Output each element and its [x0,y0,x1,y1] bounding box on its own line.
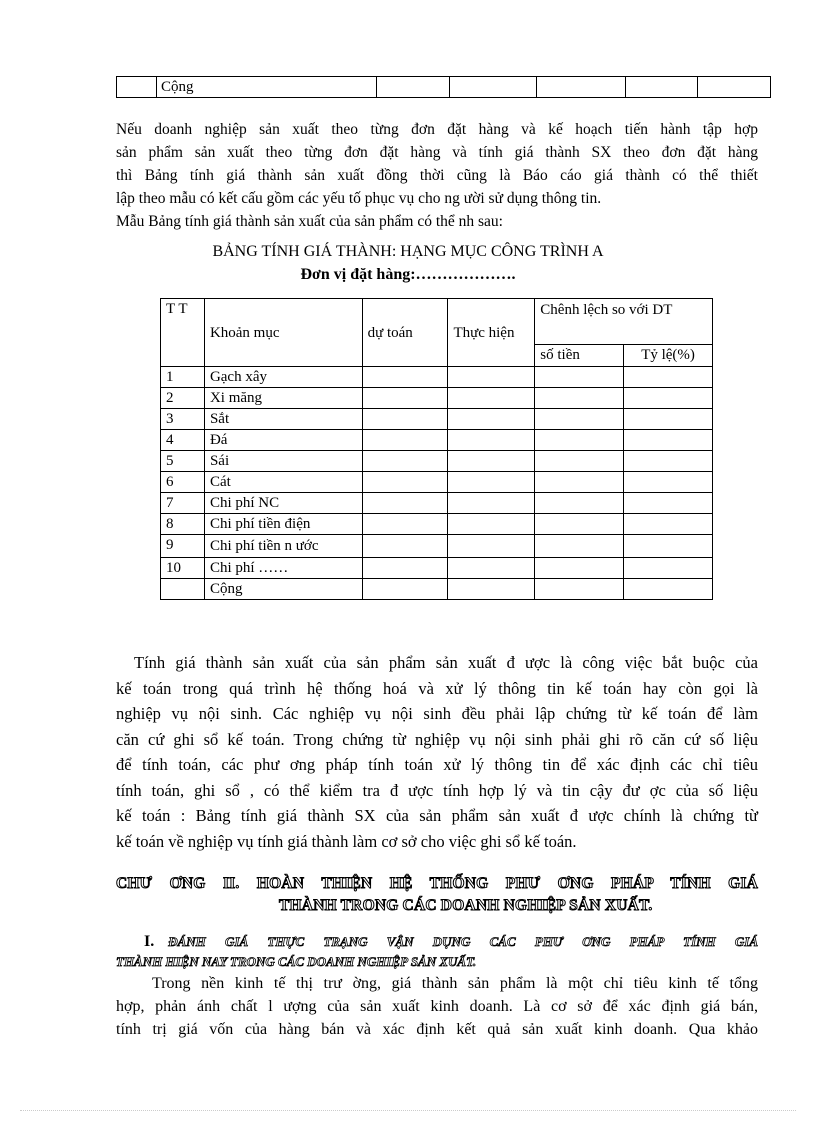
intro-paragraph [116,118,758,233]
text-line: để tính toán, các phư ơng pháp tính toán xử lý thông tin để xác định các chỉ tiêu [116,755,758,774]
table-title: BẢNG TÍNH GIÁ THÀNH: HẠNG MỤC CÔNG TRÌNH A [212,243,604,260]
row-number: 4 [161,430,205,451]
row-number: 8 [161,514,205,535]
table-row [161,558,713,579]
table-cell [537,77,626,97]
table-row [161,535,713,558]
text-line: hợp, phản ánh chất l ượng của sản xuất kinh doanh. Là cơ sở để xác định giá bán, [116,998,758,1015]
table-cell [450,77,537,97]
table-row [161,493,713,514]
table-row [161,472,713,493]
table-row [161,451,713,472]
row-number [161,579,205,600]
row-item: Sắt [204,409,362,430]
row-item: Chi phí NC [204,493,362,514]
row-number: 7 [161,493,205,514]
section-line-2: THÀNH HIỆN NAY TRONG CÁC DOANH NGHIỆP SẢN XUẤT. [116,954,477,969]
text-line: tính trị giá vốn của hàng bán và xác định kết quả sản xuất kinh doanh. Qua khảo [116,1021,758,1038]
text-line: kế toán về nghiệp vụ tính giá thành làm cơ sở cho việc ghi sổ kế toán. [116,831,577,851]
row-number: 5 [161,451,205,472]
chapter-heading [116,873,758,917]
row-number: 3 [161,409,205,430]
cost-table [160,298,713,600]
chapter-line-2: THÀNH TRONG CÁC DOANH NGHIỆP SẢN XUẤT. [279,897,653,914]
header-diff: Chênh lệch so với DT [535,299,713,345]
table-cell [698,77,770,97]
closing-paragraph [116,972,758,1041]
table-row [161,579,713,600]
row-number: 2 [161,388,205,409]
header-item: Khoản mục [204,299,362,367]
section-heading [116,932,758,972]
text-line: nghiệp vụ nội sinh. Các nghiệp vụ nội sinh đều phải lập chứng từ kế toán để làm [116,704,758,723]
text-line: Trong nền kinh tế thị trư ờng, giá thành sản phẩm là một chỉ tiêu kinh tế tổng [152,975,758,992]
text-line: căn cứ ghi sổ kế toán. Trong chứng từ nghiệp vụ nội sinh phải ghi rõ căn cứ số liệu [116,729,758,749]
text-line: kế toán trong quá trình hệ thống hoá và xử lý thông tin kế toán hay còn gọi là [116,678,758,698]
header-actual: Thực hiện [448,299,535,367]
row-item: Xi măng [204,388,362,409]
row-item: Cộng [204,579,362,600]
header-estimate: dự toán [362,299,448,367]
table-cell [377,77,450,97]
table-row [161,367,713,388]
section-line-1: ĐÁNH GIÁ THỰC TRẠNG VẬN DỤNG CÁC PHƯ ƠNG PHÁP TÍNH GIÁ [168,934,758,949]
header-ratio: Tỷ lệ(%) [624,345,713,367]
table-row [161,430,713,451]
text-line: lập theo mẫu có kết cấu gồm các yếu tố phục vụ cho ng ười sử dụng thông tin. [116,190,602,207]
text-line: kế toán : Bảng tính giá thành SX của sản phẩm sản xuất đ ược chính là chứng từ [116,806,758,825]
row-item: Chi phí tiền điện [204,514,362,535]
row-item: Đá [204,430,362,451]
body-paragraph [116,650,758,854]
page-bottom-divider [20,1110,796,1111]
section-number: I. [144,933,155,950]
table-cell [626,77,698,97]
table-row [161,409,713,430]
total-label: Cộng [157,77,377,97]
row-item: Cát [204,472,362,493]
text-line: Tính giá thành sản xuất của sản phẩm sản xuất đ ược là công việc bắt buộc của [134,653,758,672]
text-line: Mẫu Bảng tính giá thành sản xuất của sản phẩm có thể nh sau: [116,213,503,230]
row-item: Sái [204,451,362,472]
row-number: 10 [161,558,205,579]
table-row [161,514,713,535]
row-number: 1 [161,367,205,388]
text-line: tính toán, ghi sổ , có thể kiểm tra đ ược tính hợp lý và tin cậy đư ợc của số liệu [116,780,758,800]
row-number: 6 [161,472,205,493]
row-item: Chi phí tiền n ước [204,535,362,558]
row-item: Chi phí …… [204,558,362,579]
text-line: thì Bảng tính giá thành sản xuất đồng thời cũng là Báo cáo giá thành có thể thiết [116,167,758,184]
header-tt: T T [161,299,205,367]
table-row [161,388,713,409]
row-item: Gạch xây [204,367,362,388]
previous-table-total-row [116,76,771,98]
text-line: sản phẩm sản xuất theo từng đơn đặt hàng và tính giá thành SX theo đơn đặt hàng [116,144,758,161]
text-line: Nếu doanh nghiệp sản xuất theo từng đơn đặt hàng và kế hoạch tiến hành tập hợp [116,121,758,138]
table-cell [117,77,157,97]
table-subtitle: Đơn vị đặt hàng:………………. [300,266,516,283]
row-number: 9 [161,535,205,558]
chapter-line-1: CHƯ ƠNG II. HOÀN THIỆN HỆ THỐNG PHƯ ƠNG PHÁP TÍNH GIÁ [116,875,758,892]
header-amount: số tiền [535,345,624,367]
